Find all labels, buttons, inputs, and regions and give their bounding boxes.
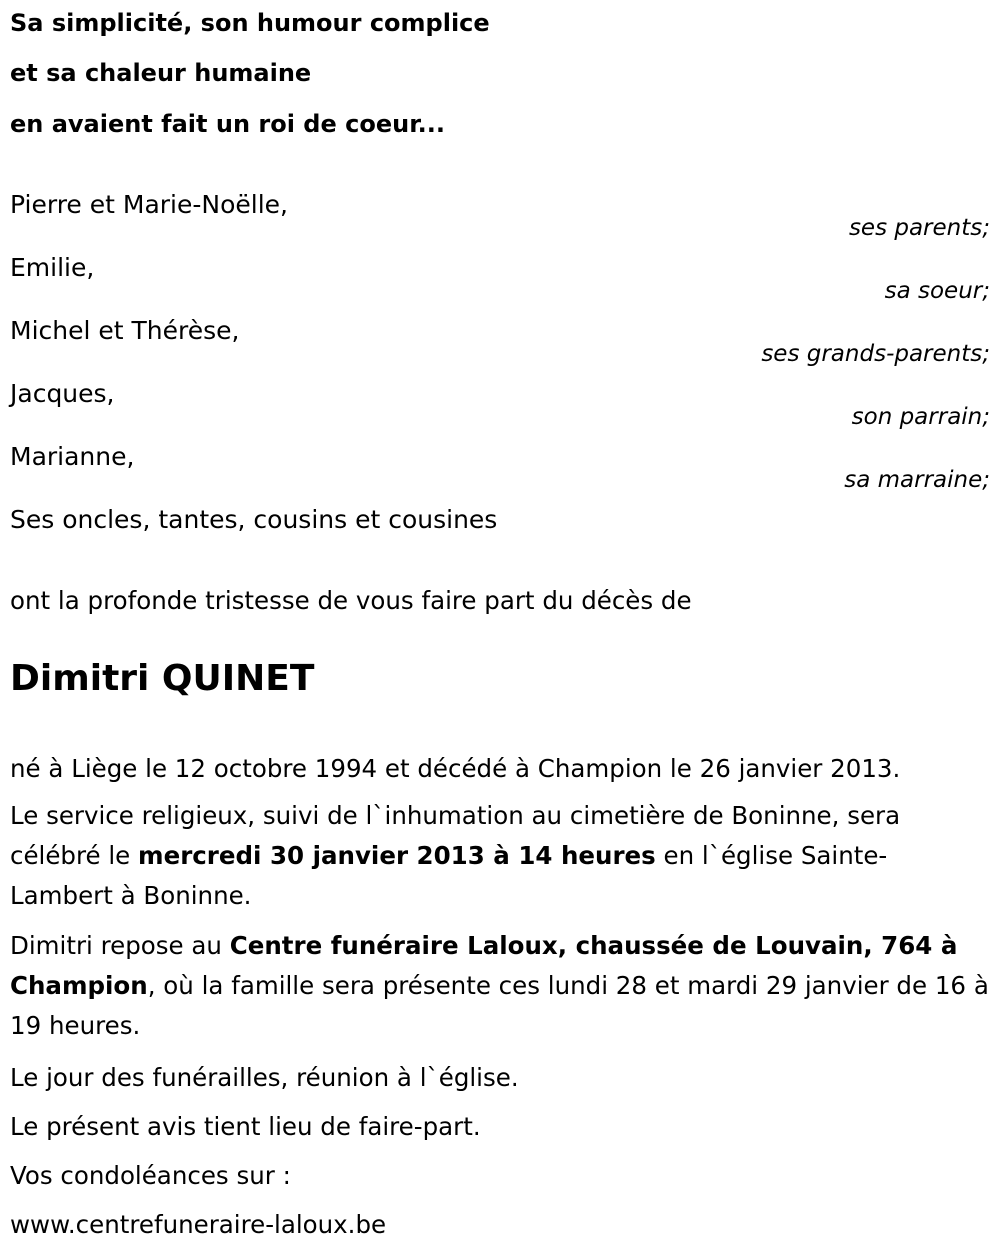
visitation-paragraph xyxy=(10,926,990,1046)
relation-parents: ses parents; xyxy=(848,215,990,241)
notice-text: Le présent avis tient lieu de faire-part. xyxy=(10,1112,481,1141)
visitation-place: Centre funéraire Laloux, chaussée de Louvain, 764 à Champion xyxy=(10,931,958,1000)
website-link[interactable]: www.centrefuneraire-laloux.be xyxy=(10,1210,387,1239)
announcement-text: ont la profonde tristesse de vous faire part du décès de xyxy=(10,586,692,615)
service-paragraph xyxy=(10,796,990,916)
relation-godmother: sa marraine; xyxy=(844,467,990,493)
family-member-godmother: Marianne, xyxy=(10,442,135,471)
relation-godfather: son parrain; xyxy=(851,404,990,430)
service-intro: Le service religieux, suivi de l`inhumation au cimetière de Boninne, sera célébré le xyxy=(10,801,901,870)
family-member-parents: Pierre et Marie-Noëlle, xyxy=(10,190,288,219)
family-member-godfather: Jacques, xyxy=(10,379,115,408)
extended-family: Ses oncles, tantes, cousins et cousines xyxy=(10,505,498,534)
relation-grandparents: ses grands-parents; xyxy=(761,341,990,367)
obituary-notice xyxy=(10,0,990,1255)
service-datetime: mercredi 30 janvier 2013 à 14 heures xyxy=(138,841,656,870)
birth-death-dates: né à Liège le 12 octobre 1994 et décédé à Champion le 26 janvier 2013. xyxy=(10,754,901,783)
relation-sister: sa soeur; xyxy=(884,278,990,304)
family-member-grandparents: Michel et Thérèse, xyxy=(10,316,240,345)
visitation-intro: Dimitri repose au xyxy=(10,931,230,960)
motto-line-2: et sa chaleur humaine xyxy=(10,59,312,87)
deceased-name: Dimitri QUINET xyxy=(10,658,315,699)
service-outro: en l`église Sainte-Lambert à Boninne. xyxy=(10,841,888,910)
motto-line-3: en avaient fait un roi de coeur... xyxy=(10,110,445,138)
meeting-info: Le jour des funérailles, réunion à l`église. xyxy=(10,1063,519,1092)
visitation-outro: , où la famille sera présente ces lundi 28 et mardi 29 janvier de 16 à 19 heures. xyxy=(10,971,989,1040)
motto-line-1: Sa simplicité, son humour complice xyxy=(10,9,490,37)
condolences-label: Vos condoléances sur : xyxy=(10,1161,291,1190)
family-member-sister: Emilie, xyxy=(10,253,95,282)
